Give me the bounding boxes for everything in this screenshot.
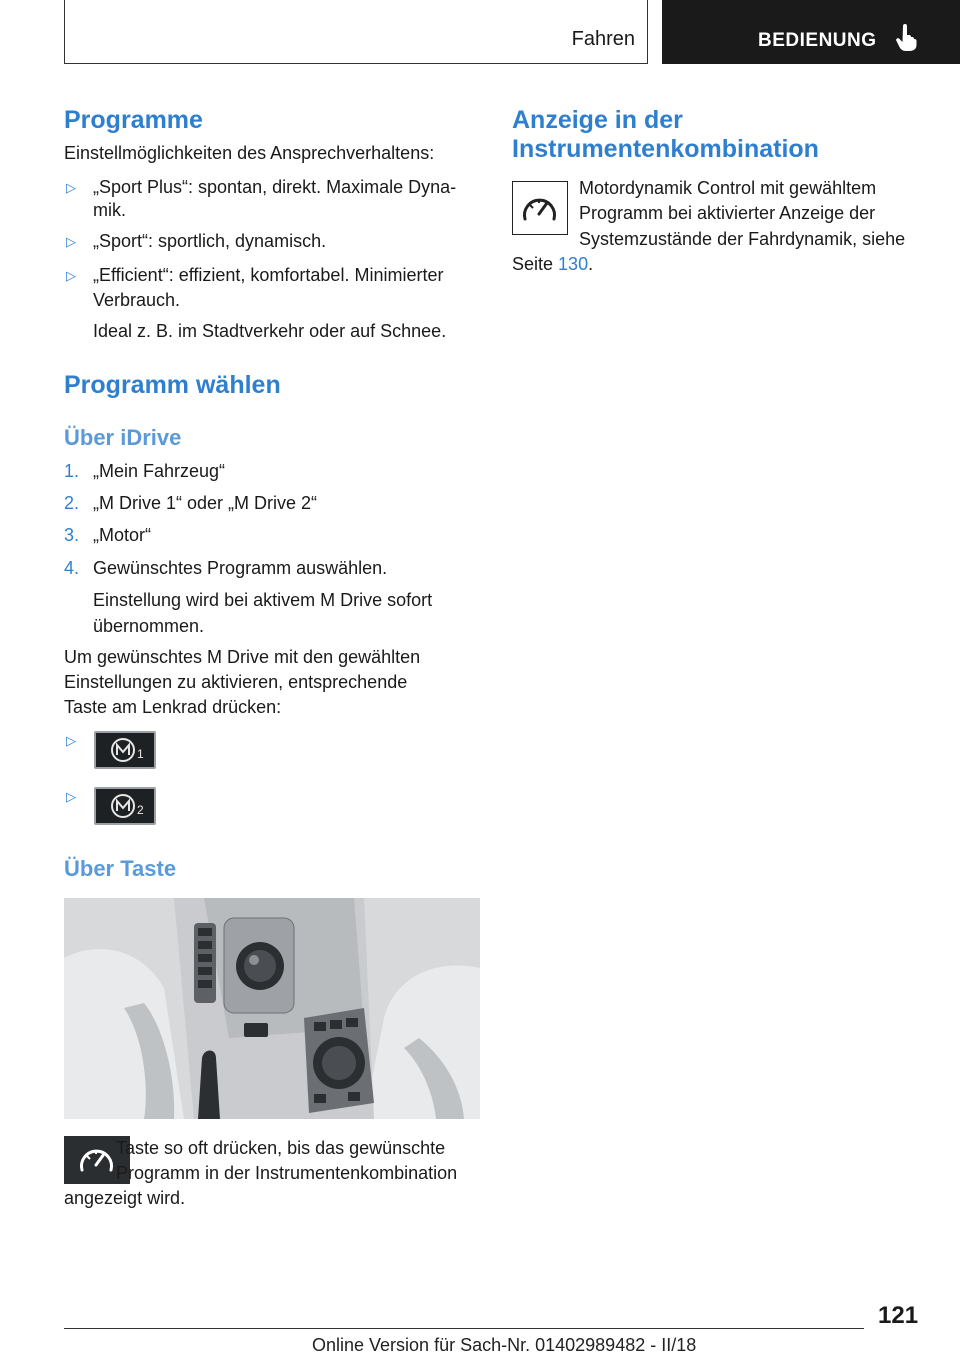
step-2-text: „M Drive 1“ oder „M Drive 2“ xyxy=(93,493,318,513)
programme-item-2: „Sport“: sportlich, dynamisch. xyxy=(93,231,327,251)
anzeige-line1: Motordynamik Control mit gewähltem xyxy=(579,178,877,198)
programme-item-3-line2: Verbrauch. xyxy=(93,290,181,310)
mdrive-paragraph-line2: Einstellungen zu aktivieren, entsprechende xyxy=(64,672,408,692)
anzeige-line4 xyxy=(512,251,593,278)
taste-line3: angezeigt wird. xyxy=(64,1188,186,1208)
programme-note: Ideal z. B. im Stadtverkehr oder auf Schnee. xyxy=(93,321,447,341)
page-ref-prefix: Seite xyxy=(512,254,554,274)
pointing-hand-icon xyxy=(896,24,918,52)
step-number: 2. xyxy=(64,493,80,513)
mdrive-paragraph-line1: Um gewünschtes M Drive mit den gewählten xyxy=(64,647,421,667)
programme-item-3-line1: „Efficient“: effizient, komfortabel. Minimierter xyxy=(93,265,444,285)
programme-item-1-line2: mik. xyxy=(93,200,126,220)
header-chapter-tab xyxy=(64,0,648,64)
anzeige-heading-line2: Instrumentenkombination xyxy=(512,135,819,163)
step-number: 4. xyxy=(64,558,80,578)
step-4-note-line2: übernommen. xyxy=(93,616,205,636)
step-1-text: „Mein Fahrzeug“ xyxy=(93,461,226,481)
section-title: BEDIENUNG xyxy=(758,30,877,51)
triangle-bullet-icon: ▷ xyxy=(66,234,76,249)
step-4-text: Gewünschtes Programm auswählen. xyxy=(93,558,388,578)
triangle-bullet-icon: ▷ xyxy=(66,789,76,804)
header-section-tab xyxy=(662,0,960,64)
mdrive-paragraph-line3: Taste am Lenkrad drücken: xyxy=(64,697,282,717)
center-console-illustration xyxy=(64,898,480,1119)
m-drive-2-subscript: 2 xyxy=(137,803,144,817)
anzeige-heading-line1: Anzeige in der xyxy=(512,106,683,134)
page-ref-suffix: . xyxy=(588,254,594,274)
m-drive-1-button-icon xyxy=(94,731,156,769)
ueber-taste-heading: Über Taste xyxy=(64,856,177,881)
page-number: 121 xyxy=(878,1302,919,1329)
gauge-outline-icon xyxy=(512,181,568,235)
step-number: 1. xyxy=(64,461,80,481)
triangle-bullet-icon: ▷ xyxy=(66,268,76,283)
taste-line2: Programm in der Instrumentenkombination xyxy=(116,1163,458,1183)
step-4-note-line1: Einstellung wird bei aktivem M Drive sofort xyxy=(93,590,433,610)
triangle-bullet-icon: ▷ xyxy=(66,733,76,748)
m-drive-2-button-icon xyxy=(94,787,156,825)
footer-rule xyxy=(64,1328,864,1329)
anzeige-line2: Programm bei aktivierter Anzeige der xyxy=(579,203,876,223)
programme-heading: Programme xyxy=(64,106,203,134)
chapter-title: Fahren xyxy=(571,28,635,50)
ueber-idrive-heading: Über iDrive xyxy=(64,425,182,450)
taste-line1: Taste so oft drücken, bis das gewünschte xyxy=(116,1138,446,1158)
programm-waehlen-heading: Programm wählen xyxy=(64,371,281,399)
online-version-note: Online Version für Sach-Nr. 01402989482 - II/18 xyxy=(312,1335,697,1355)
programme-intro: Einstellmöglichkeiten des Ansprechverhaltens: xyxy=(64,143,435,163)
programme-item-1-line1: „Sport Plus“: spontan, direkt. Maximale Dyna- xyxy=(93,177,457,197)
page-ref-link[interactable]: 130 xyxy=(558,254,589,274)
triangle-bullet-icon: ▷ xyxy=(66,180,76,195)
step-3-text: „Motor“ xyxy=(93,525,151,545)
anzeige-line3: Systemzustände der Fahrdynamik, siehe xyxy=(579,229,906,249)
step-number: 3. xyxy=(64,525,80,545)
m-drive-1-subscript: 1 xyxy=(137,747,144,761)
